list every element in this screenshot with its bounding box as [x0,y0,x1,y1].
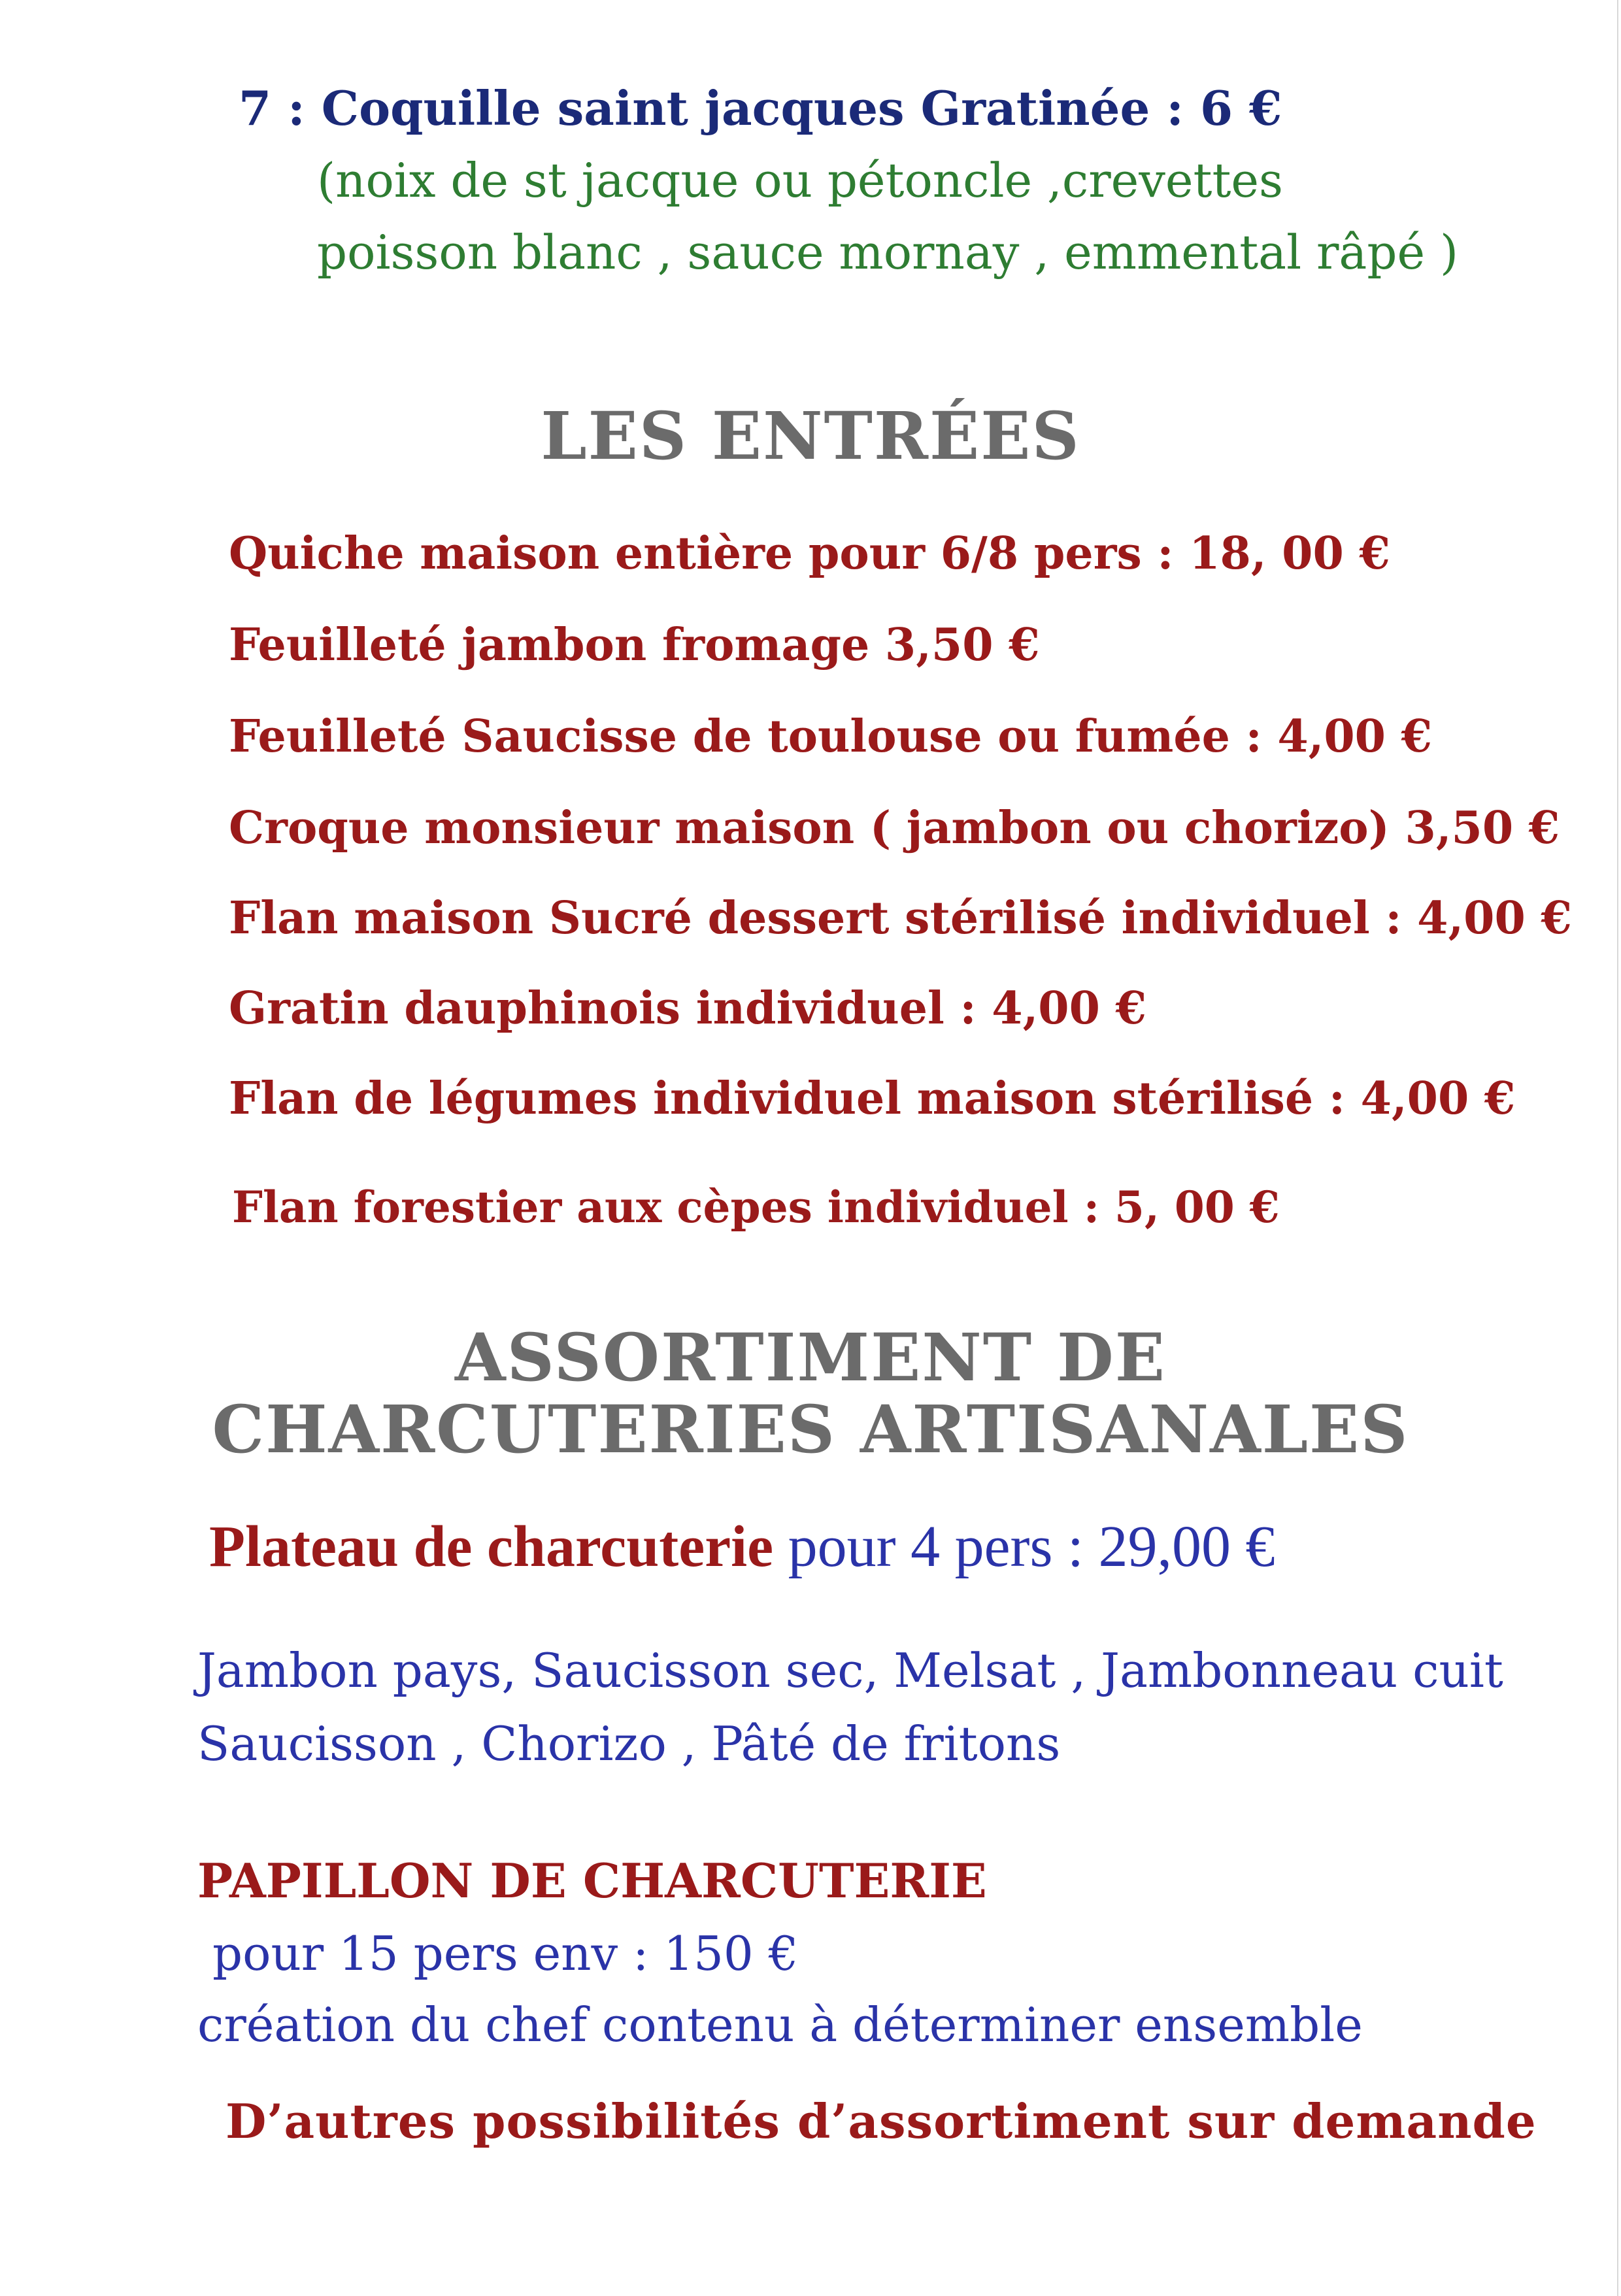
papillon-description: création du chef contenu à déterminer ensemble [197,1997,1363,2052]
autres-possibilites: D’autres possibilités d’assortiment sur demande [226,2093,1537,2149]
page-edge-line [1617,0,1618,2296]
item7-description-line2: poisson blanc , sauce mornay , emmental râpé ) [317,225,1459,280]
plateau-contents-line2: Saucisson , Chorizo , Pâté de fritons [197,1716,1061,1771]
plateau-detail: pour 4 pers : 29,00 € [773,1514,1275,1579]
item7-title: 7 : Coquille saint jacques Gratinée : 6 € [239,80,1282,136]
entrees-heading: LES ENTRÉES [541,397,1080,474]
entree-item: Flan de légumes individuel maison stérilisé : 4,00 € [229,1073,1516,1125]
assortiment-heading-line2: CHARCUTERIES ARTISANALES [212,1391,1409,1468]
plateau-name: Plateau de charcuterie [209,1514,774,1579]
entree-item: Flan maison Sucré dessert stérilisé individuel : 4,00 € [229,892,1572,944]
plateau-line [209,1513,1275,1581]
papillon-title: PAPILLON DE CHARCUTERIE [197,1853,987,1908]
entree-item: Gratin dauphinois individuel : 4,00 € [229,982,1146,1035]
entree-item: Quiche maison entière pour 6/8 pers : 18, 00 € [229,527,1390,580]
entree-item: Croque monsieur maison ( jambon ou chorizo) 3,50 € [229,802,1560,854]
papillon-portion: pour 15 pers env : 150 € [212,1926,799,1981]
entree-item: Feuilleté jambon fromage 3,50 € [229,619,1040,671]
item7-description-line1: (noix de st jacque ou pétoncle ,crevettes [317,153,1283,208]
plateau-contents-line1: Jambon pays, Saucisson sec, Melsat , Jambonneau cuit [197,1643,1503,1698]
assortiment-heading-line1: ASSORTIMENT DE [455,1319,1166,1396]
entree-item: Feuilleté Saucisse de toulouse ou fumée : 4,00 € [229,710,1432,763]
entree-item: Flan forestier aux cèpes individuel : 5, 00 € [232,1182,1280,1233]
